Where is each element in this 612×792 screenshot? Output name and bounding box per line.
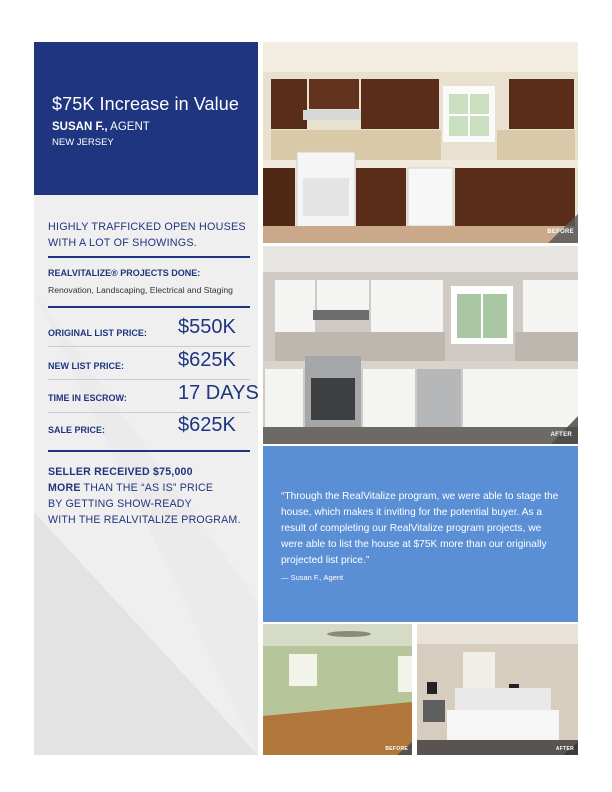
agent-state: NEW JERSEY (52, 137, 114, 148)
stat-label-sale-price: SALE PRICE: (48, 425, 106, 435)
header-block (34, 42, 258, 195)
highlight-text (48, 219, 248, 251)
stat-value-original-price: $550K (178, 316, 236, 338)
seller-line: SELLER RECEIVED $75,000 (48, 466, 193, 478)
before-tag: BEFORE (385, 746, 408, 752)
stat-label-escrow: TIME IN ESCROW: (48, 393, 127, 403)
agent-name: SUSAN F., (52, 121, 108, 133)
after-tag: AFTER (555, 746, 574, 752)
agent-role: AGENT (107, 121, 150, 133)
seller-line: BY GETTING SHOW-READY (48, 498, 192, 510)
projects-title: REALVITALIZE® PROJECTS DONE: (48, 268, 201, 278)
testimonial-quote: “Through the RealVitalize program, we were able to stage the house, which makes it inviting for the potential buyer. As a result of completing our RealVitalize program projects, we were able to list the house at $75K more than our originally projected list price.” (281, 491, 559, 566)
stat-label-original-price: ORIGINAL LIST PRICE: (48, 328, 147, 338)
bedroom-after-photo (417, 624, 578, 755)
stat-label-new-price: NEW LIST PRICE: (48, 361, 124, 371)
agent-line (52, 121, 150, 133)
divider (48, 256, 250, 258)
seller-line: THAN THE “AS IS” PRICE (80, 482, 214, 494)
seller-line-bold: MORE (48, 482, 81, 494)
headline: $75K Increase in Value (52, 94, 239, 114)
divider (48, 450, 250, 452)
seller-summary (48, 464, 253, 528)
after-tag: AFTER (550, 432, 572, 438)
bedroom-before-photo (263, 624, 412, 755)
kitchen-before-photo (263, 42, 578, 243)
projects-list: Renovation, Landscaping, Electrical and Staging (48, 285, 233, 295)
stat-value-new-price: $625K (178, 349, 236, 371)
divider (48, 412, 250, 413)
testimonial-box (263, 446, 578, 622)
divider (48, 346, 250, 347)
highlight-line: HIGHLY TRAFFICKED OPEN HOUSES (48, 221, 246, 233)
stat-value-sale-price: $625K (178, 414, 236, 436)
stat-value-escrow: 17 DAYS (178, 382, 259, 404)
seller-line: WITH THE REALVITALIZE PROGRAM. (48, 514, 241, 526)
divider (48, 379, 250, 380)
highlight-line: WITH A LOT OF SHOWINGS. (48, 237, 197, 249)
divider (48, 306, 250, 308)
before-tag: BEFORE (547, 229, 574, 235)
kitchen-after-photo (263, 246, 578, 444)
testimonial-attribution: — Susan F., Agent (281, 573, 344, 582)
